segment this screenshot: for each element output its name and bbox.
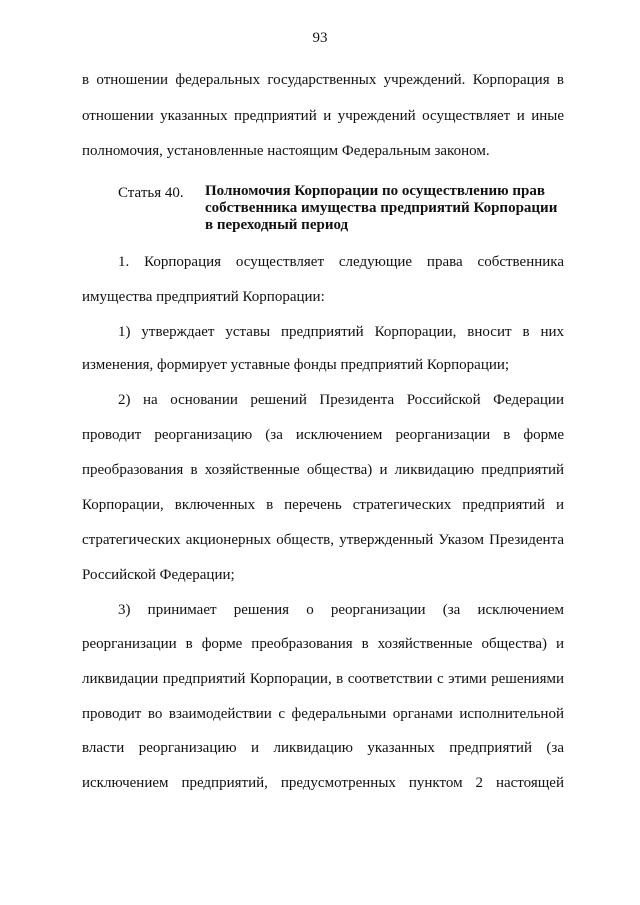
page-number: 93 xyxy=(312,30,328,46)
subitem-3-line: исключением предприятий, предусмотренных пунктом 2 настоящей xyxy=(82,775,564,791)
subitem-3-line: 3) принимает решения о реорганизации (за исключением xyxy=(118,602,564,618)
subitem-3-line: проводит во взаимодействии с федеральными органами исполнительной xyxy=(82,706,564,722)
subitem-2-line: 2) на основании решений Президента Российской Федерации xyxy=(118,392,564,408)
article-title-line: в переходный период xyxy=(205,217,349,233)
subitem-1-line: 1) утверждает уставы предприятий Корпорации, вносит в них xyxy=(118,324,564,340)
subitem-1-line: изменения, формирует уставные фонды предприятий Корпорации; xyxy=(82,357,510,373)
article-title xyxy=(205,183,567,234)
subitem-2-line: проводит реорганизацию (за исключением реорганизации в форме xyxy=(82,427,564,443)
subitem-2-line: преобразования в хозяйственные общества) и ликвидацию предприятий xyxy=(82,462,564,478)
subitem-3-line: ликвидации предприятий Корпорации, в соответствии с этими решениями xyxy=(82,671,564,687)
paragraph-1-line: имущества предприятий Корпорации: xyxy=(82,289,325,305)
text-line: отношении указанных предприятий и учреждений осуществляет и иные xyxy=(82,108,564,124)
subitem-3-line: реорганизации в форме преобразования в хозяйственные общества) и xyxy=(82,636,564,652)
text-line: полномочия, установленные настоящим Федеральным законом. xyxy=(82,143,490,159)
subitem-2-line: стратегических акционерных обществ, утвержденный Указом Президента xyxy=(82,532,564,548)
article-label: Статья 40. xyxy=(118,185,184,201)
article-title-line: собственника имущества предприятий Корпорации xyxy=(205,200,558,216)
paragraph-1-line: 1. Корпорация осуществляет следующие права собственника xyxy=(118,254,564,270)
article-title-line: Полномочия Корпорации по осуществлению прав xyxy=(205,183,545,199)
subitem-3-line: власти реорганизацию и ликвидацию указанных предприятий (за xyxy=(82,740,564,756)
subitem-2-line: Российской Федерации; xyxy=(82,567,235,583)
text-line: в отношении федеральных государственных учреждений. Корпорация в xyxy=(82,72,564,88)
subitem-2-line: Корпорации, включенных в перечень стратегических предприятий и xyxy=(82,497,564,513)
